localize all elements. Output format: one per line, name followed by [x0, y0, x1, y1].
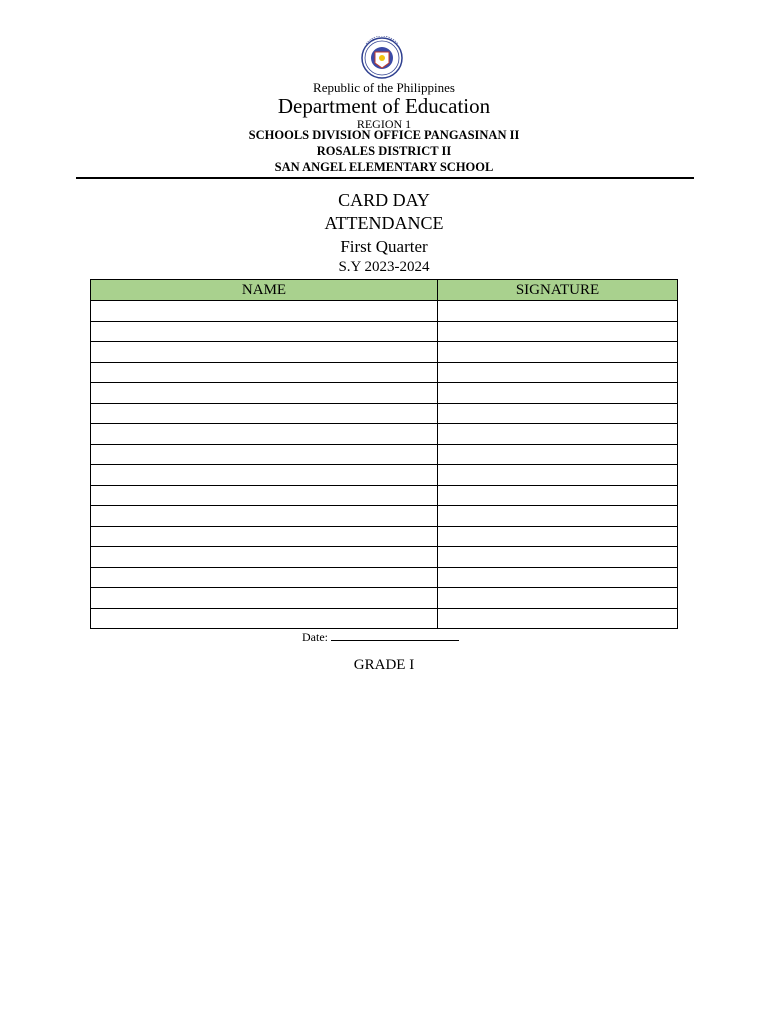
- table-row: [91, 526, 678, 547]
- attendance-table: [90, 279, 678, 629]
- signature-cell: [438, 506, 678, 527]
- name-cell: [91, 588, 438, 609]
- table-row: [91, 444, 678, 465]
- signature-cell: [438, 321, 678, 342]
- grade-label: GRADE I: [353, 657, 415, 673]
- table-row: [91, 547, 678, 568]
- signature-cell: [438, 588, 678, 609]
- doc-title-attendance: ATTENDANCE: [324, 213, 444, 233]
- name-column-header: NAME: [91, 280, 438, 301]
- signature-cell: [438, 608, 678, 629]
- signature-cell: [438, 485, 678, 506]
- table-row: [91, 485, 678, 506]
- name-cell: [91, 321, 438, 342]
- region-line: REGION 1: [356, 117, 412, 131]
- table-row: [91, 383, 678, 404]
- name-cell: [91, 444, 438, 465]
- table-row: [91, 301, 678, 322]
- school-name: SAN ANGEL ELEMENTARY SCHOOL: [274, 160, 494, 174]
- signature-cell: [438, 301, 678, 322]
- department-title: Department of Education: [277, 94, 491, 118]
- name-cell: [91, 342, 438, 363]
- table-row: [91, 608, 678, 629]
- deped-seal-icon: [352, 36, 412, 80]
- date-field: [302, 630, 459, 645]
- name-cell: [91, 547, 438, 568]
- table-row: [91, 465, 678, 486]
- table-row: [91, 506, 678, 527]
- name-cell: [91, 608, 438, 629]
- signature-cell: [438, 547, 678, 568]
- signature-cell: [438, 383, 678, 404]
- doc-title-card-day: CARD DAY: [338, 190, 430, 210]
- table-row: [91, 588, 678, 609]
- date-label: Date:: [302, 630, 328, 644]
- table-row: [91, 403, 678, 424]
- table-row: [91, 567, 678, 588]
- name-cell: [91, 506, 438, 527]
- name-cell: [91, 526, 438, 547]
- name-cell: [91, 485, 438, 506]
- signature-cell: [438, 342, 678, 363]
- name-cell: [91, 465, 438, 486]
- name-cell: [91, 362, 438, 383]
- table-row: [91, 362, 678, 383]
- table-header-row: [91, 280, 678, 301]
- name-cell: [91, 424, 438, 445]
- signature-column-header: SIGNATURE: [438, 280, 678, 301]
- district-line: ROSALES DISTRICT II: [316, 144, 452, 158]
- signature-cell: [438, 424, 678, 445]
- school-year-label: S.Y 2023-2024: [338, 259, 430, 275]
- signature-cell: [438, 444, 678, 465]
- signature-cell: [438, 567, 678, 588]
- table-row: [91, 342, 678, 363]
- date-blank-line: [331, 630, 459, 641]
- name-cell: [91, 403, 438, 424]
- name-cell: [91, 567, 438, 588]
- signature-cell: [438, 403, 678, 424]
- signature-cell: [438, 465, 678, 486]
- signature-cell: [438, 526, 678, 547]
- name-cell: [91, 383, 438, 404]
- name-cell: [91, 301, 438, 322]
- table-row: [91, 424, 678, 445]
- table-row: [91, 321, 678, 342]
- letterhead-divider: [76, 177, 694, 179]
- quarter-label: First Quarter: [340, 237, 428, 256]
- signature-cell: [438, 362, 678, 383]
- division-line: SCHOOLS DIVISION OFFICE PANGASINAN II: [248, 128, 520, 142]
- republic-line: Republic of the Philippines: [313, 80, 455, 95]
